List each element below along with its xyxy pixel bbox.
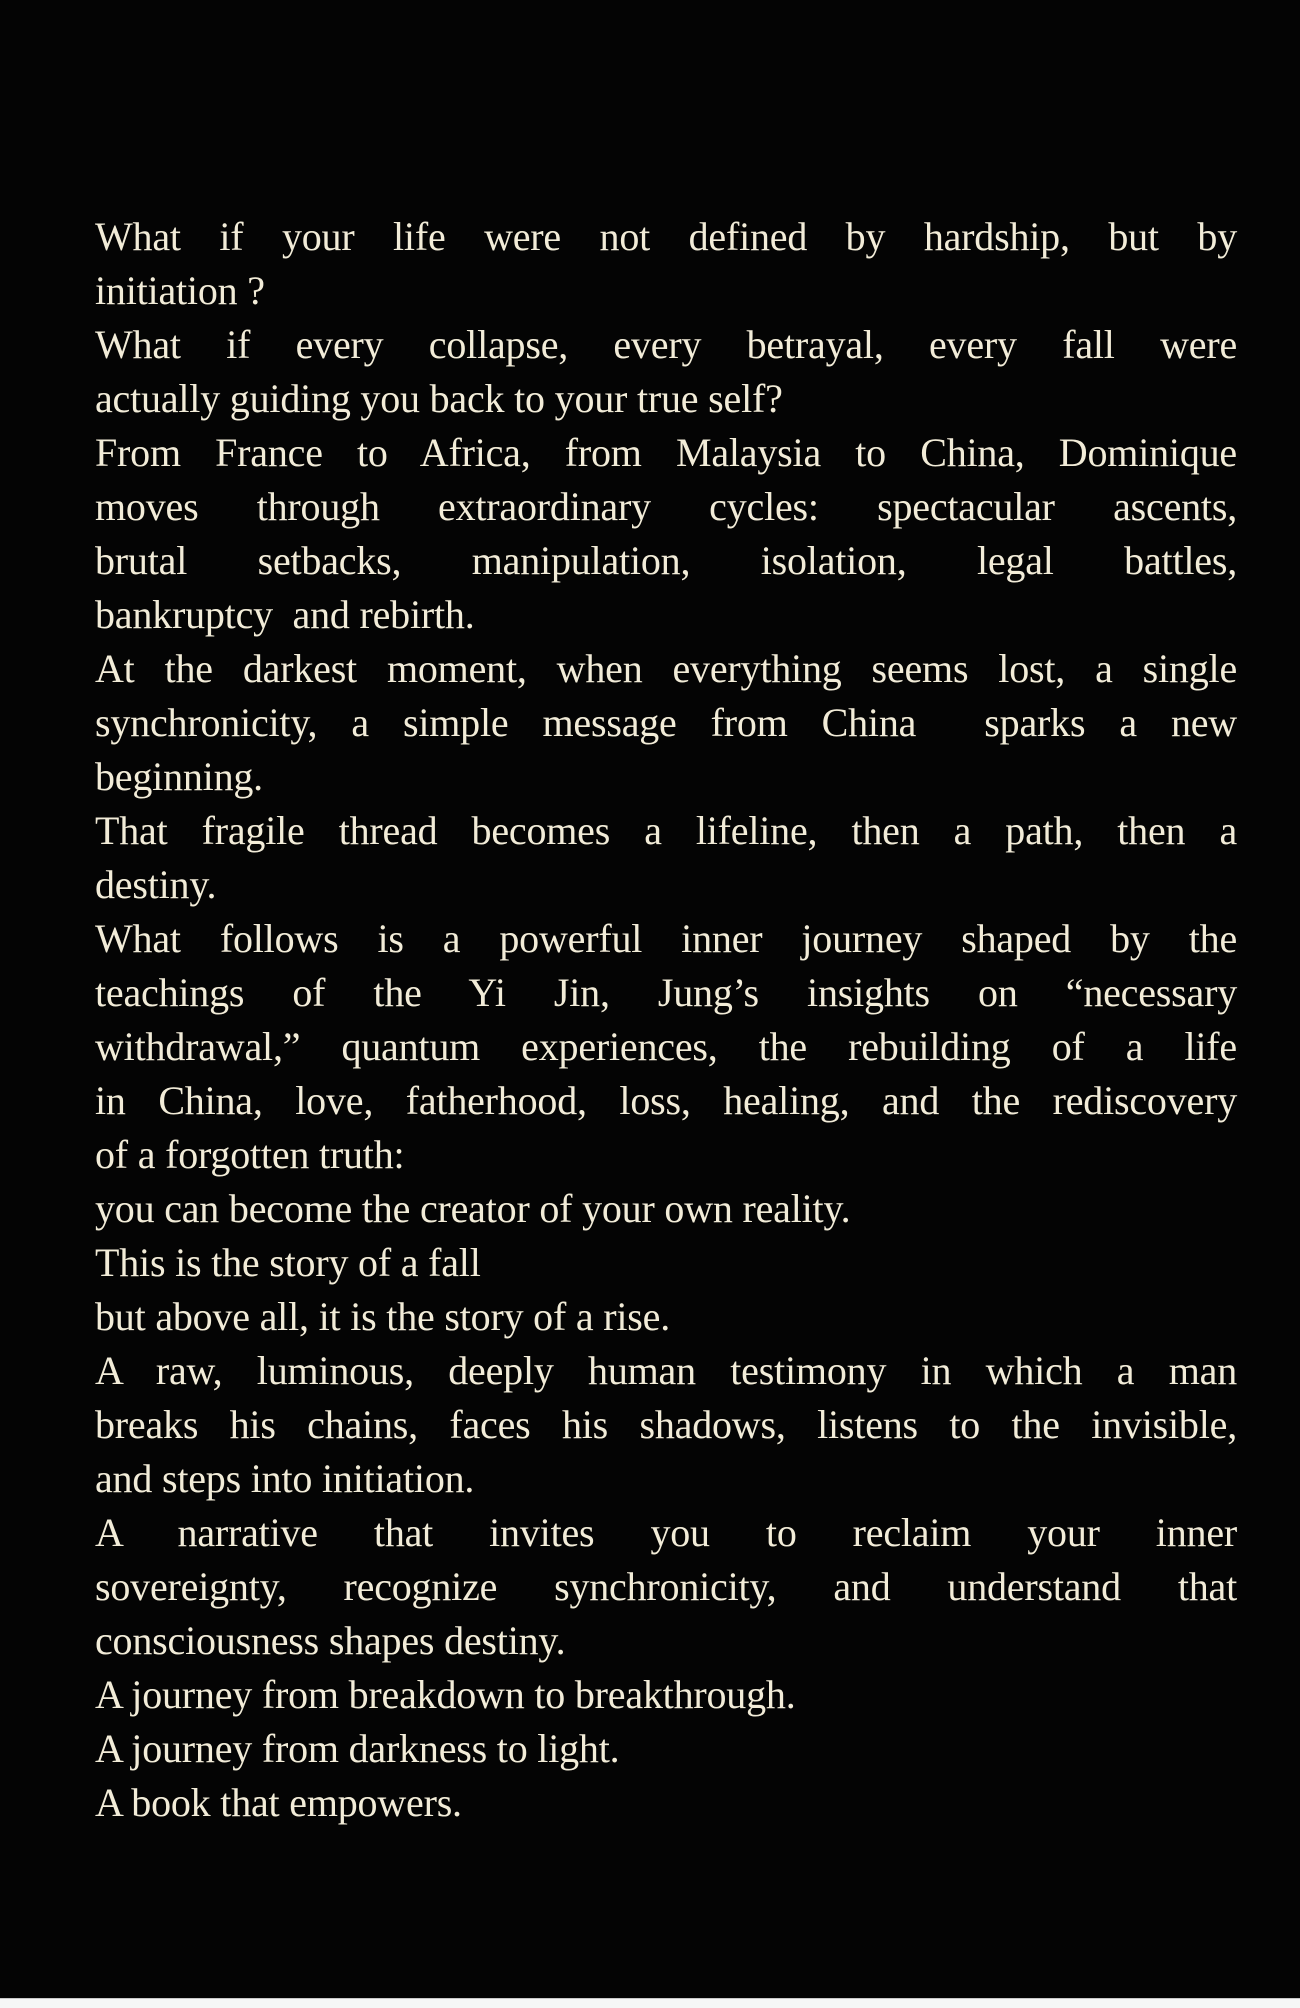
blurb-line: A journey from darkness to light. — [95, 1726, 620, 1771]
blurb-line: and steps into initiation. — [95, 1456, 475, 1501]
blurb-line: brutal setbacks, manipulation, isolation, legal battles, — [95, 538, 1237, 583]
blurb-line: From France to Africa, from Malaysia to China, Dominique — [95, 430, 1237, 475]
blurb-line: sovereignty, recognize synchronicity, and understand that — [95, 1564, 1237, 1609]
blurb-line: bankruptcy and rebirth. — [95, 592, 475, 637]
blurb-line: destiny. — [95, 862, 217, 907]
blurb-text-block — [95, 210, 1237, 1830]
blurb-line: consciousness shapes destiny. — [95, 1618, 566, 1663]
blurb-line: A journey from breakdown to breakthrough. — [95, 1672, 796, 1717]
blurb-line: This is the story of a fall — [95, 1240, 481, 1285]
blurb-line: What if every collapse, every betrayal, every fall were — [95, 322, 1237, 367]
blurb-line: but above all, it is the story of a rise. — [95, 1294, 671, 1339]
blurb-line: What follows is a powerful inner journey shaped by the — [95, 916, 1237, 961]
blurb-line: At the darkest moment, when everything seems lost, a single — [95, 646, 1237, 691]
blurb-line: teachings of the Yi Jin, Jung’s insights on “necessary — [95, 970, 1237, 1015]
blurb-line: in China, love, fatherhood, loss, healing, and the rediscovery — [95, 1078, 1237, 1123]
blurb-line: of a forgotten truth: — [95, 1132, 405, 1177]
blurb-line: initiation ? — [95, 268, 265, 313]
blurb-line: synchronicity, a simple message from China sparks a new — [95, 700, 1237, 745]
blurb-line: What if your life were not defined by hardship, but by — [95, 214, 1237, 259]
blurb-line: you can become the creator of your own reality. — [95, 1186, 851, 1231]
bottom-page-edge — [0, 1998, 1300, 2008]
blurb-line: beginning. — [95, 754, 263, 799]
blurb-line: moves through extraordinary cycles: spectacular ascents, — [95, 484, 1237, 529]
blurb-line: actually guiding you back to your true self? — [95, 376, 783, 421]
blurb-line: A raw, luminous, deeply human testimony in which a man — [95, 1348, 1237, 1393]
blurb-line: That fragile thread becomes a lifeline, then a path, then a — [95, 808, 1237, 853]
blurb-line: breaks his chains, faces his shadows, listens to the invisible, — [95, 1402, 1237, 1447]
blurb-line: A book that empowers. — [95, 1780, 462, 1825]
blurb-line: withdrawal,” quantum experiences, the rebuilding of a life — [95, 1024, 1237, 1069]
blurb-line: A narrative that invites you to reclaim your inner — [95, 1510, 1237, 1555]
